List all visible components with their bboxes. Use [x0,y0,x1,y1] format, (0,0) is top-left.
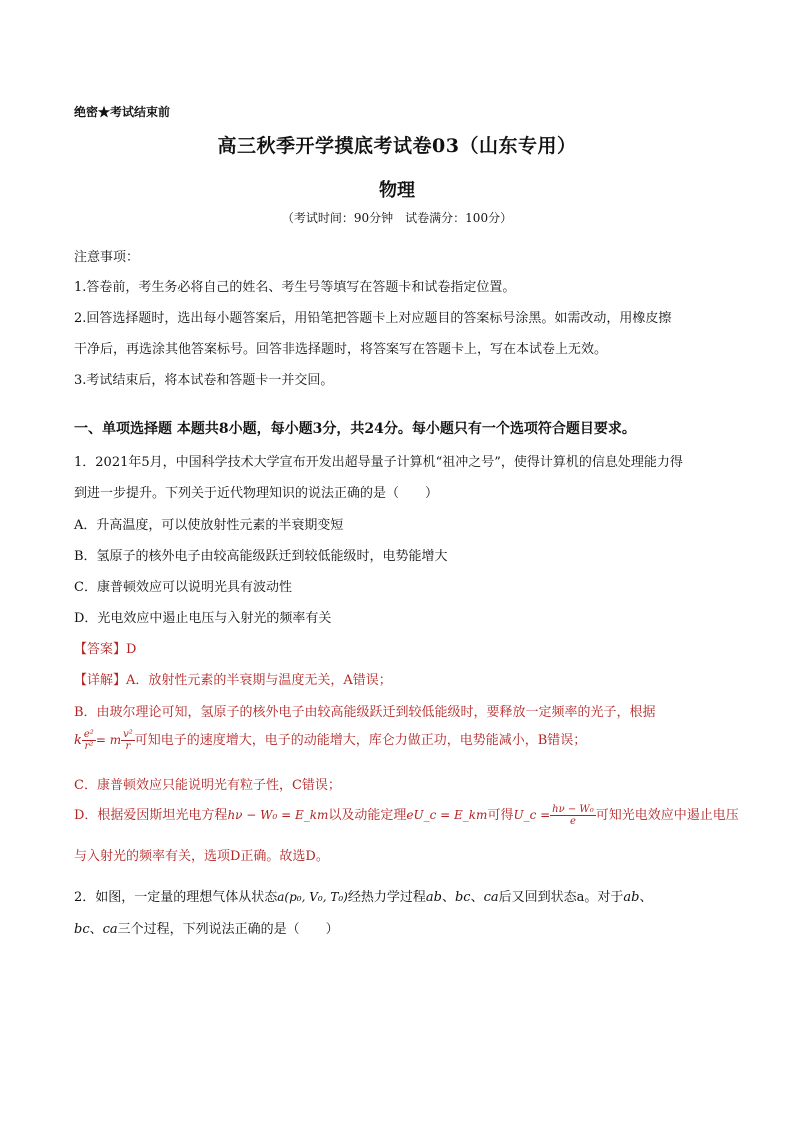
q2-prefix: 2．如图，一定量的理想气体从状态 [74,890,278,905]
page-title: 高三秋季开学摸底考试卷03（山东专用） [217,135,577,157]
centripetal-denominator: r [125,741,131,752]
detail-d-mid-2: 可得 [487,808,514,823]
section-heading: 一、单项选择题 本题共8小题，每小题3分，共24分。每小题只有一个选项符合题目要求。 [74,421,636,437]
q1-detail-b-line-1: B．由玻尔理论可知，氢原子的核外电子由较高能级跃迁到较低能级时，要释放一定频率的光子，根据 [74,705,656,720]
q2-stem-line-2 [74,918,339,937]
notes-heading: 注意事项： [74,250,140,265]
exam-info: （考试时间：90分钟 试卷满分：100分） [281,211,513,225]
centripetal-numerator: v² [123,729,133,740]
q1-detail-b-text: 可知电子的速度增大，电子的动能增大，库仑力做正功，电势能减小，B错误； [134,733,587,748]
stopping-voltage-fraction [550,804,596,827]
q2-process-ca: ca [483,890,499,905]
detail-d-prefix: D．根据爱因斯坦光电方程 [74,808,228,823]
q2-mid: 经热力学过程 [347,890,426,905]
q1-detail-d-line-2: 与入射光的频率有关，选项D正确。故选D。 [74,849,329,864]
secret-label: 绝密★考试结束前 [74,105,171,119]
q2-process-ab-2: ab [623,890,640,905]
stopping-voltage-numerator: hν − W₀ [552,804,594,815]
note-item-2-line-1: 2.回答选择题时，选出每小题答案后，用铅笔把答题卡上对应题目的答案标号涂黑。如需改动，用橡皮擦 [74,311,672,326]
q1-option-c: C．康普顿效应可以说明光具有波动性 [74,580,292,595]
q1-answer: 【答案】D [74,642,137,657]
photoelectric-equation: hν − W₀ = E_km [227,808,329,822]
detail-d-suffix: 可知光电效应中遏止电压 [595,808,739,823]
q2-sep-3: 、 [639,890,653,905]
detail-d-mid-1: 以及动能定理 [328,808,407,823]
stopping-voltage-symbol: U_c = [513,808,551,822]
q2-process-ab: ab [425,890,442,905]
q1-option-a: A．升高温度，可以使放射性元素的半衰期变短 [74,518,344,533]
coulomb-denominator: r² [84,741,94,752]
kinetic-energy-theorem: eU_c = E_km [406,808,488,822]
coulomb-k: k [74,733,82,748]
q2-stem-line-1 [74,886,652,905]
q2-line2-bc: bc [74,922,90,937]
formula-equals-m: = m [95,733,122,747]
q2-sep-1: 、 [441,890,455,905]
q2-line2-rest: 三个过程，下列说法正确的是（ ） [117,922,339,937]
q1-stem-line-2: 到进一步提升。下列关于近代物理知识的说法正确的是（ ） [74,486,439,501]
q1-stem-line-1: 1．2021年5月，中国科学技术大学宣布开发出超导量子计算机“祖冲之号”，使得计算机的信息处理能力得 [74,455,683,470]
subject-title: 物理 [379,180,415,201]
coulomb-fraction [82,729,96,752]
note-item-1: 1.答卷前，考生务必将自己的姓名、考生号等填写在答题卡和试卷指定位置。 [74,280,516,295]
centripetal-fraction [121,729,135,752]
q1-option-d: D．光电效应中遏止电压与入射光的频率有关 [74,611,332,626]
note-item-2-line-2: 干净后，再选涂其他答案标号。回答非选择题时，将答案写在答题卡上，写在本试卷上无效。 [74,342,608,357]
q1-option-b: B．氢原子的核外电子由较高能级跃迁到较低能级时，电势能增大 [74,549,448,564]
q2-sep-2: 、 [470,890,484,905]
coulomb-numerator: e² [83,729,94,740]
note-item-3: 3.考试结束后，将本试卷和答题卡一并交回。 [74,373,334,388]
q1-detail-a: 【详解】A．放射性元素的半衰期与温度无关，A错误； [74,673,392,688]
q2-stem-end: 后又回到状态a。对于 [498,890,624,905]
q2-initial-state: a(p₀, V₀, T₀) [277,890,348,904]
q2-line2-ca: ca [102,922,118,937]
stopping-voltage-denominator: e [569,816,576,827]
q1-detail-d-line-1 [74,803,739,828]
q1-detail-c: C．康普顿效应只能说明光有粒子性，C错误； [74,778,341,793]
q2-process-bc: bc [454,890,471,905]
q2-line2-sep: 、 [89,922,103,937]
q1-detail-b-line-2 [74,729,586,752]
